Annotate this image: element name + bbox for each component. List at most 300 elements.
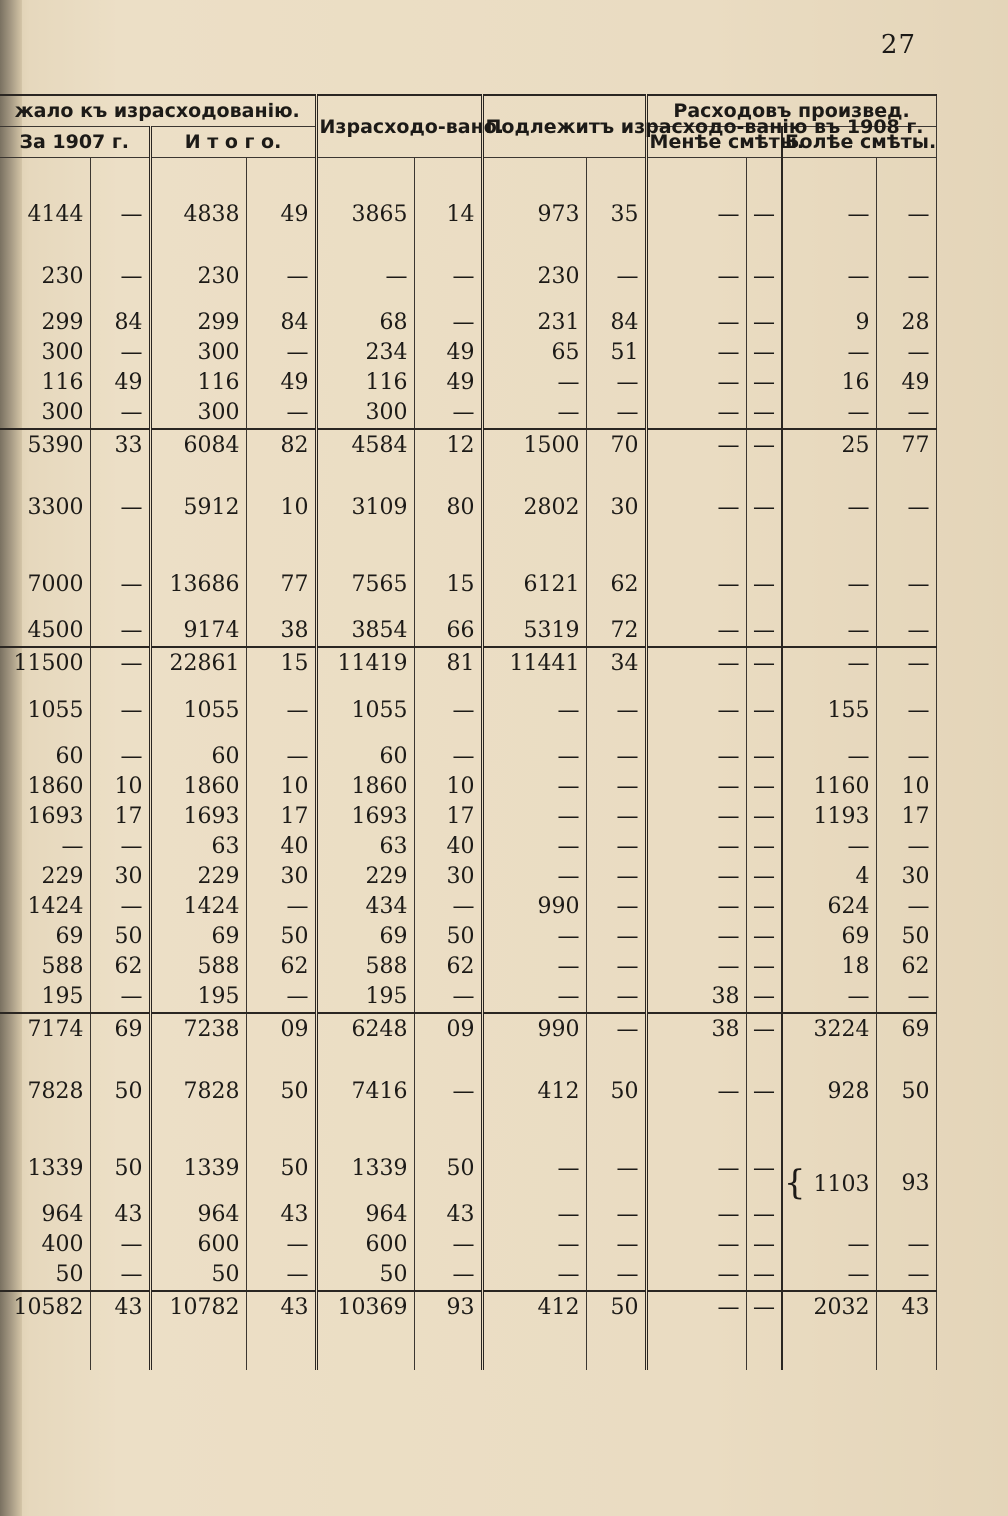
cell-spent-rub: 600 — [316, 1230, 414, 1260]
cell-spent-rub: 116 — [316, 368, 414, 398]
cell-total-rub: 69 — [150, 922, 246, 952]
table-row — [0, 1046, 936, 1138]
cell-more-rub: — — [782, 398, 876, 429]
cell-total-kop: 43 — [246, 1291, 316, 1324]
cell-spent-rub: 588 — [316, 952, 414, 982]
cell-spent-rub: 60 — [316, 742, 414, 772]
cell-remaining-rub: — — [482, 742, 586, 772]
cell-less-kop: — — [746, 368, 782, 398]
cell-1907-kop: — — [90, 892, 150, 922]
table-row — [0, 368, 936, 398]
cell-remaining-kop: 70 — [586, 429, 646, 462]
cell-remaining-kop: 50 — [586, 1046, 646, 1138]
cell-less-kop: — — [746, 1200, 782, 1230]
cell-spent-kop: — — [414, 246, 482, 308]
cell-spent-kop: — — [414, 308, 482, 338]
cell-total-kop: 30 — [246, 862, 316, 892]
table-row — [0, 772, 936, 802]
cell-less-rub: — — [646, 952, 746, 982]
cell-1907-rub: 195 — [0, 982, 90, 1013]
cell-less-rub: 38 — [646, 982, 746, 1013]
cell-less-rub: — — [646, 680, 746, 742]
cell-1907-rub: 299 — [0, 308, 90, 338]
cell-more-kop: 43 — [876, 1291, 936, 1324]
cell-1907-rub: 116 — [0, 368, 90, 398]
table-row — [0, 982, 936, 1013]
table-row — [0, 680, 936, 742]
cell-total-kop: 49 — [246, 368, 316, 398]
cell-spent-kop: — — [414, 398, 482, 429]
cell-1907-kop: — — [90, 184, 150, 246]
cell-more-rub: 928 — [782, 1046, 876, 1138]
cell-1907-kop: 43 — [90, 1291, 150, 1324]
cell-remaining-rub: 6121 — [482, 554, 586, 616]
cell-spent-kop: — — [414, 1046, 482, 1138]
cell-spent-kop: — — [414, 680, 482, 742]
cell-remaining-kop: — — [586, 832, 646, 862]
cell-spent-kop: 50 — [414, 1138, 482, 1200]
cell-more-rub: — — [782, 832, 876, 862]
header-expenses-made: Расходовъ произвед. — [646, 95, 936, 127]
cell-1907-kop: 62 — [90, 952, 150, 982]
cell-1907-rub: 4500 — [0, 616, 90, 647]
cell-remaining-rub: 412 — [482, 1291, 586, 1324]
cell-total-kop: 40 — [246, 832, 316, 862]
cell-remaining-rub: 231 — [482, 308, 586, 338]
table-row — [0, 184, 936, 246]
cell-spent-rub: 69 — [316, 922, 414, 952]
cell-less-rub: — — [646, 922, 746, 952]
cell-remaining-kop: — — [586, 802, 646, 832]
cell-1907-rub: 1693 — [0, 802, 90, 832]
cell-remaining-rub: 412 — [482, 1046, 586, 1138]
cell-remaining-kop: 72 — [586, 616, 646, 647]
cell-more-rub: 1160 — [782, 772, 876, 802]
cell-more-rub: 69 — [782, 922, 876, 952]
table-row — [0, 338, 936, 368]
cell-1907-kop: 50 — [90, 1046, 150, 1138]
cell-spent-rub: 195 — [316, 982, 414, 1013]
cell-total-rub: 1055 — [150, 680, 246, 742]
cell-less-rub: — — [646, 246, 746, 308]
cell-spent-kop: — — [414, 1260, 482, 1291]
cell-spent-kop: 49 — [414, 338, 482, 368]
cell-remaining-rub: 11441 — [482, 647, 586, 680]
cell-total-kop: 17 — [246, 802, 316, 832]
table-row — [0, 462, 936, 554]
cell-less-rub: — — [646, 1230, 746, 1260]
cell-remaining-kop: 62 — [586, 554, 646, 616]
cell-more-kop: — — [876, 832, 936, 862]
cell-total-kop: 50 — [246, 922, 316, 952]
cell-less-kop: — — [746, 462, 782, 554]
cell-1907-kop: — — [90, 462, 150, 554]
cell-remaining-kop: — — [586, 892, 646, 922]
cell-1907-rub: 400 — [0, 1230, 90, 1260]
cell-remaining-rub: — — [482, 802, 586, 832]
cell-more-kop: 50 — [876, 1046, 936, 1138]
cell-less-kop: — — [746, 892, 782, 922]
cell-1907-rub: 229 — [0, 862, 90, 892]
cell-1907-kop: — — [90, 680, 150, 742]
cell-remaining-kop: — — [586, 1230, 646, 1260]
cell-spent-rub: — — [316, 246, 414, 308]
header-remaining-1908: Подлежитъ израсходо-ванію въ 1908 г. — [482, 95, 646, 158]
cell-more-kop: — — [876, 462, 936, 554]
cell-less-kop: — — [746, 680, 782, 742]
cell-less-rub: — — [646, 308, 746, 338]
cell-1907-rub: 1860 — [0, 772, 90, 802]
cell-remaining-kop: — — [586, 1260, 646, 1291]
cell-total-rub: 300 — [150, 398, 246, 429]
cell-remaining-kop: 35 — [586, 184, 646, 246]
cell-less-kop: — — [746, 398, 782, 429]
cell-more-rub: 9 — [782, 308, 876, 338]
cell-spent-kop: 62 — [414, 952, 482, 982]
cell-remaining-rub: 5319 — [482, 616, 586, 647]
cell-total-rub: 1339 — [150, 1138, 246, 1200]
cell-remaining-kop: 34 — [586, 647, 646, 680]
cell-less-rub: — — [646, 616, 746, 647]
cell-more-rub: 1193 — [782, 802, 876, 832]
cell-less-kop: — — [746, 308, 782, 338]
cell-total-kop: — — [246, 338, 316, 368]
cell-more-kop: 62 — [876, 952, 936, 982]
cell-more-kop: — — [876, 1230, 936, 1260]
cell-more-rub: — — [782, 184, 876, 246]
header-more-than-estimate: Болѣе смѣты. — [782, 127, 936, 158]
cell-remaining-rub: — — [482, 982, 586, 1013]
cell-total-kop: 49 — [246, 184, 316, 246]
cell-total-kop: — — [246, 1230, 316, 1260]
cell-less-kop: — — [746, 647, 782, 680]
cell-total-rub: 1693 — [150, 802, 246, 832]
cell-1907-kop: — — [90, 982, 150, 1013]
cell-more-rub: — — [782, 982, 876, 1013]
table-row — [0, 554, 936, 616]
cell-1907-kop: 84 — [90, 308, 150, 338]
cell-less-rub: — — [646, 554, 746, 616]
cell-more-rub: — — [782, 554, 876, 616]
cell-more-kop: 30 — [876, 862, 936, 892]
cell-total-rub: 7238 — [150, 1013, 246, 1046]
cell-remaining-kop: — — [586, 368, 646, 398]
cell-1907-rub: 1339 — [0, 1138, 90, 1200]
cell-more-rub: 624 — [782, 892, 876, 922]
cell-1907-rub: 69 — [0, 922, 90, 952]
cell-remaining-kop: 30 — [586, 462, 646, 554]
cell-total-kop: 15 — [246, 647, 316, 680]
cell-spent-rub: 1055 — [316, 680, 414, 742]
cell-total-rub: 1860 — [150, 772, 246, 802]
cell-more-rub: — — [782, 246, 876, 308]
cell-spent-rub: 1339 — [316, 1138, 414, 1200]
cell-remaining-rub: — — [482, 772, 586, 802]
cell-spent-rub: 10369 — [316, 1291, 414, 1324]
cell-spent-rub: 1693 — [316, 802, 414, 832]
cell-more-kop: — — [876, 1260, 936, 1291]
table-row — [0, 892, 936, 922]
cell-spent-rub: 229 — [316, 862, 414, 892]
cell-total-kop: 43 — [246, 1200, 316, 1230]
cell-more-rub: 155 — [782, 680, 876, 742]
table-row — [0, 832, 936, 862]
cell-less-kop: — — [746, 862, 782, 892]
cell-remaining-rub: 990 — [482, 892, 586, 922]
cell-1907-rub: 4144 — [0, 184, 90, 246]
cell-remaining-rub: — — [482, 862, 586, 892]
page-number: 27 — [880, 30, 916, 60]
cell-total-rub: 230 — [150, 246, 246, 308]
cell-less-kop: — — [746, 742, 782, 772]
cell-more-kop: — — [876, 616, 936, 647]
cell-total-kop: 38 — [246, 616, 316, 647]
cell-remaining-kop: 84 — [586, 308, 646, 338]
cell-spent-rub: 300 — [316, 398, 414, 429]
cell-more-rub: — — [782, 742, 876, 772]
cell-total-rub: 116 — [150, 368, 246, 398]
cell-1907-rub: 1055 — [0, 680, 90, 742]
cell-spent-kop: 80 — [414, 462, 482, 554]
cell-1907-rub: 11500 — [0, 647, 90, 680]
cell-spent-kop: 81 — [414, 647, 482, 680]
cell-more-kop: 49 — [876, 368, 936, 398]
expenses-table — [0, 94, 937, 1370]
table-row — [0, 742, 936, 772]
cell-more-kop: 77 — [876, 429, 936, 462]
cell-less-rub: 38 — [646, 1013, 746, 1046]
cell-total-kop: 10 — [246, 772, 316, 802]
cell-more-rub: 2032 — [782, 1291, 876, 1324]
cell-1907-kop: 69 — [90, 1013, 150, 1046]
cell-total-rub: 22861 — [150, 647, 246, 680]
cell-total-rub: 1424 — [150, 892, 246, 922]
cell-spent-rub: 63 — [316, 832, 414, 862]
cell-remaining-rub: 990 — [482, 1013, 586, 1046]
cell-more-kop: — — [876, 184, 936, 246]
cell-less-rub: — — [646, 1291, 746, 1324]
cell-total-rub: 13686 — [150, 554, 246, 616]
cell-total-rub: 5912 — [150, 462, 246, 554]
cell-spent-rub: 3865 — [316, 184, 414, 246]
cell-1907-kop: — — [90, 554, 150, 616]
subtotal-row — [0, 1013, 936, 1046]
cell-spent-kop: 10 — [414, 772, 482, 802]
cell-remaining-kop: — — [586, 772, 646, 802]
cell-1907-rub: 7828 — [0, 1046, 90, 1138]
cell-more-rub: — — [782, 338, 876, 368]
cell-remaining-rub: — — [482, 922, 586, 952]
subtotal-row — [0, 647, 936, 680]
cell-remaining-kop: 51 — [586, 338, 646, 368]
cell-remaining-rub: 230 — [482, 246, 586, 308]
cell-less-rub: — — [646, 1046, 746, 1138]
total-row — [0, 1291, 936, 1324]
cell-spent-kop: — — [414, 742, 482, 772]
cell-more-kop: 28 — [876, 308, 936, 338]
header-less-than-estimate: Менѣе смѣты. — [646, 127, 782, 158]
table-row — [0, 952, 936, 982]
cell-remaining-rub: 65 — [482, 338, 586, 368]
cell-less-rub: — — [646, 742, 746, 772]
cell-1907-kop: 10 — [90, 772, 150, 802]
cell-spent-kop: 66 — [414, 616, 482, 647]
cell-remaining-rub: — — [482, 952, 586, 982]
cell-total-rub: 195 — [150, 982, 246, 1013]
cell-1907-kop: 50 — [90, 1138, 150, 1200]
cell-less-kop: — — [746, 1291, 782, 1324]
cell-more-rub: — — [782, 647, 876, 680]
cell-more-kop: — — [876, 982, 936, 1013]
cell-remaining-rub: — — [482, 1138, 586, 1200]
cell-total-kop: — — [246, 982, 316, 1013]
cell-remaining-kop: — — [586, 246, 646, 308]
cell-total-kop: 50 — [246, 1138, 316, 1200]
cell-total-kop: 84 — [246, 308, 316, 338]
cell-more-rub: 16 — [782, 368, 876, 398]
cell-more-rub: — — [782, 1230, 876, 1260]
cell-more-kop: 10 — [876, 772, 936, 802]
cell-remaining-rub: 1500 — [482, 429, 586, 462]
cell-spent-rub: 11419 — [316, 647, 414, 680]
cell-remaining-rub: 973 — [482, 184, 586, 246]
cell-total-rub: 299 — [150, 308, 246, 338]
header-for-1907: За 1907 г. — [0, 127, 150, 158]
cell-spent-rub: 234 — [316, 338, 414, 368]
cell-less-kop: — — [746, 1230, 782, 1260]
cell-spent-kop: 15 — [414, 554, 482, 616]
cell-spent-kop: 12 — [414, 429, 482, 462]
cell-less-kop: — — [746, 246, 782, 308]
cell-more-rub: 3224 — [782, 1013, 876, 1046]
cell-1907-rub: 3300 — [0, 462, 90, 554]
cell-1907-kop: 33 — [90, 429, 150, 462]
cell-spent-kop: — — [414, 982, 482, 1013]
cell-remaining-kop: — — [586, 1138, 646, 1200]
cell-spent-rub: 6248 — [316, 1013, 414, 1046]
cell-less-rub: — — [646, 862, 746, 892]
cell-less-rub: — — [646, 832, 746, 862]
cell-total-kop: — — [246, 892, 316, 922]
cell-1907-kop: 30 — [90, 862, 150, 892]
cell-spent-rub: 68 — [316, 308, 414, 338]
cell-spent-rub: 434 — [316, 892, 414, 922]
cell-1907-kop: — — [90, 616, 150, 647]
cell-spent-rub: 3109 — [316, 462, 414, 554]
cell-remaining-rub: — — [482, 1230, 586, 1260]
cell-less-kop: — — [746, 429, 782, 462]
cell-total-kop: — — [246, 680, 316, 742]
cell-less-kop: — — [746, 1046, 782, 1138]
cell-1907-kop: 43 — [90, 1200, 150, 1230]
cell-total-rub: 7828 — [150, 1046, 246, 1138]
cell-1907-kop: 49 — [90, 368, 150, 398]
cell-more-kop-merged: 93 — [876, 1138, 936, 1230]
header-total: И т о г о. — [150, 127, 316, 158]
cell-remaining-kop: — — [586, 982, 646, 1013]
cell-total-kop: 50 — [246, 1046, 316, 1138]
cell-spent-rub: 7416 — [316, 1046, 414, 1138]
cell-total-kop: 62 — [246, 952, 316, 982]
cell-less-kop: — — [746, 616, 782, 647]
cell-1907-rub: 10582 — [0, 1291, 90, 1324]
cell-1907-kop: — — [90, 1260, 150, 1291]
cell-less-rub: — — [646, 772, 746, 802]
cell-spent-kop: 50 — [414, 922, 482, 952]
cell-total-rub: 229 — [150, 862, 246, 892]
cell-total-kop: 09 — [246, 1013, 316, 1046]
cell-total-rub: 588 — [150, 952, 246, 982]
cell-remaining-kop: — — [586, 1200, 646, 1230]
cell-spent-kop: 09 — [414, 1013, 482, 1046]
cell-less-kop: — — [746, 338, 782, 368]
cell-more-kop: — — [876, 246, 936, 308]
cell-spent-kop: 40 — [414, 832, 482, 862]
cell-remaining-rub: — — [482, 398, 586, 429]
cell-remaining-rub: — — [482, 1200, 586, 1230]
cell-less-kop: — — [746, 1260, 782, 1291]
cell-less-rub: — — [646, 1260, 746, 1291]
cell-1907-rub: 7174 — [0, 1013, 90, 1046]
cell-1907-rub: 588 — [0, 952, 90, 982]
cell-total-rub: 300 — [150, 338, 246, 368]
cell-spent-rub: 4584 — [316, 429, 414, 462]
cell-more-rub: 4 — [782, 862, 876, 892]
cell-remaining-rub: — — [482, 1260, 586, 1291]
cell-1907-rub: 50 — [0, 1260, 90, 1291]
cell-total-kop: 77 — [246, 554, 316, 616]
cell-total-rub: 600 — [150, 1230, 246, 1260]
subtotal-row — [0, 429, 936, 462]
brace-icon: { — [783, 1163, 806, 1203]
cell-less-kop: — — [746, 832, 782, 862]
cell-less-kop: — — [746, 1013, 782, 1046]
cell-remaining-kop: — — [586, 1013, 646, 1046]
cell-less-kop: — — [746, 922, 782, 952]
table-row — [0, 246, 936, 308]
merged-value: 1103 — [813, 1172, 870, 1197]
table-row — [0, 616, 936, 647]
cell-total-kop: 82 — [246, 429, 316, 462]
cell-less-rub: — — [646, 1138, 746, 1200]
cell-remaining-rub: 2802 — [482, 462, 586, 554]
cell-remaining-kop: — — [586, 952, 646, 982]
cell-more-kop: — — [876, 554, 936, 616]
table-row — [0, 862, 936, 892]
cell-more-rub: 18 — [782, 952, 876, 982]
cell-more-rub: — — [782, 1260, 876, 1291]
cell-total-kop: 10 — [246, 462, 316, 554]
cell-total-rub: 50 — [150, 1260, 246, 1291]
cell-spent-rub: 1860 — [316, 772, 414, 802]
cell-1907-rub: 300 — [0, 338, 90, 368]
cell-less-rub: — — [646, 462, 746, 554]
cell-spent-kop: 14 — [414, 184, 482, 246]
cell-total-rub: 964 — [150, 1200, 246, 1230]
cell-less-kop: — — [746, 982, 782, 1013]
cell-1907-kop: — — [90, 832, 150, 862]
cell-more-rub-merged — [782, 1138, 876, 1230]
cell-spent-rub: 3854 — [316, 616, 414, 647]
cell-more-kop: — — [876, 398, 936, 429]
cell-less-rub: — — [646, 184, 746, 246]
cell-spent-kop: 30 — [414, 862, 482, 892]
cell-remaining-rub: — — [482, 368, 586, 398]
cell-spent-kop: 93 — [414, 1291, 482, 1324]
table-row — [0, 398, 936, 429]
header-to-spend: жало къ израсходованію. — [0, 95, 316, 127]
cell-less-rub: — — [646, 802, 746, 832]
